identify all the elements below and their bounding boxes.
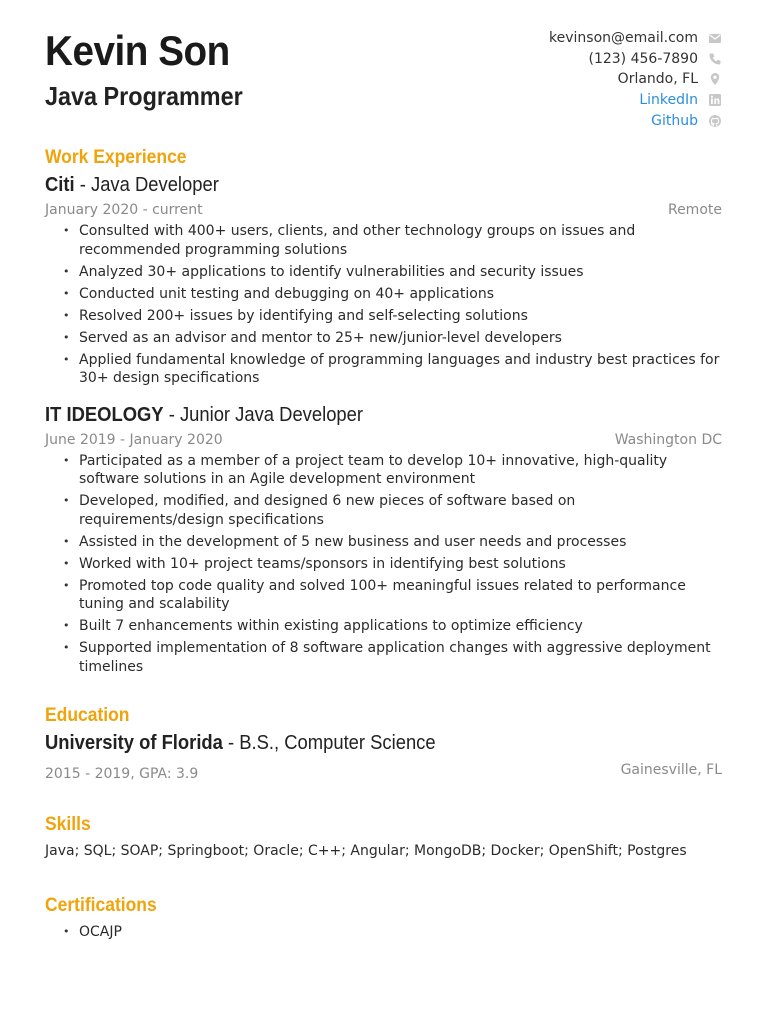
contact-location-text: Orlando, FL [617,71,698,88]
list-item: • Promoted top code quality and solved 100+ meaningful issues related to performance tuning and scalability [45,577,722,614]
envelope-icon [708,31,722,45]
list-item: • Participated as a member of a project team to develop 10+ innovative, high-quality software solutions in an Agile development environment [45,452,722,489]
contact-phone-text[interactable]: (123) 456-7890 [588,50,698,67]
skills-heading: Skills [45,814,91,835]
contact-github[interactable] [549,110,722,131]
candidate-title: Java Programmer [45,81,243,111]
contact-phone[interactable] [549,49,722,70]
contact-email[interactable] [549,28,722,49]
list-item: • Served as an advisor and mentor to 25+ new/junior-level developers [45,329,722,348]
list-item: • Conducted unit testing and debugging on 40+ applications [45,285,722,304]
linkedin-link[interactable]: LinkedIn [639,92,698,109]
list-item: • Consulted with 400+ users, clients, and other technology groups on issues and recommended programming solutions [45,222,722,259]
list-item: • Analyzed 30+ applications to identify vulnerabilities and security issues [45,263,722,282]
certifications-list [45,923,722,942]
list-item: • Resolved 200+ issues by identifying and self-selecting solutions [45,307,722,326]
list-item: • Built 7 enhancements within existing applications to optimize efficiency [45,617,722,636]
job-location: Washington DC [614,431,722,448]
phone-icon [708,52,722,66]
contact-location [549,69,722,90]
certifications-section [45,896,722,942]
candidate-name: Kevin Son [45,27,230,74]
education-meta [45,761,722,783]
list-item: • OCAJP [45,923,722,942]
work-experience-heading: Work Experience [45,147,187,168]
job-entry-citi [45,175,722,388]
list-item: • Developed, modified, and designed 6 new pieces of software based on requirements/design specifications [45,492,722,529]
job-bullets [45,452,722,677]
contact-linkedin[interactable] [549,90,722,111]
job-bullets [45,222,722,388]
job-dates: January 2020 - current [45,202,203,218]
job-company: IT IDEOLOGY [45,403,164,426]
education-heading-line [45,733,668,753]
contact-email-text[interactable]: kevinson@email.com [549,30,698,47]
job-role: - Junior Java Developer [163,403,364,426]
job-entry-it-ideology [45,405,722,677]
job-heading [45,175,668,195]
education-heading: Education [45,705,130,726]
job-location: Remote [667,202,722,218]
resume-header [45,28,722,148]
job-heading [45,405,668,425]
education-location: Gainesville, FL [620,762,722,778]
certifications-heading: Certifications [45,894,157,916]
school-name: University of Florida [45,732,223,754]
education-dates: 2015 - 2019, GPA: 3.9 [45,766,199,782]
job-meta [45,431,722,449]
education-section [45,706,722,783]
job-dates: June 2019 - January 2020 [45,431,223,448]
skills-list: Java; SQL; SOAP; Springboot; Oracle; C++; Angular; MongoDB; Docker; OpenShift; Postgres [45,843,687,859]
list-item: • Supported implementation of 8 software application changes with aggressive deployment timelines [45,639,722,676]
job-role: - Java Developer [74,174,219,196]
skills-section [45,815,722,861]
map-pin-icon [708,72,722,86]
job-meta [45,201,722,219]
resume-page [45,28,722,945]
work-experience-section [45,148,722,676]
linkedin-icon[interactable] [708,93,722,107]
github-link[interactable]: Github [651,112,698,129]
contact-list [549,28,722,131]
list-item: • Applied fundamental knowledge of programming languages and industry best practices for 30+ design specifications [45,351,722,388]
job-company: Citi [45,174,75,196]
degree: - B.S., Computer Science [222,732,436,754]
list-item: • Worked with 10+ project teams/sponsors in identifying best solutions [45,555,722,574]
list-item: • Assisted in the development of 5 new business and user needs and processes [45,533,722,552]
github-icon[interactable] [708,114,722,128]
